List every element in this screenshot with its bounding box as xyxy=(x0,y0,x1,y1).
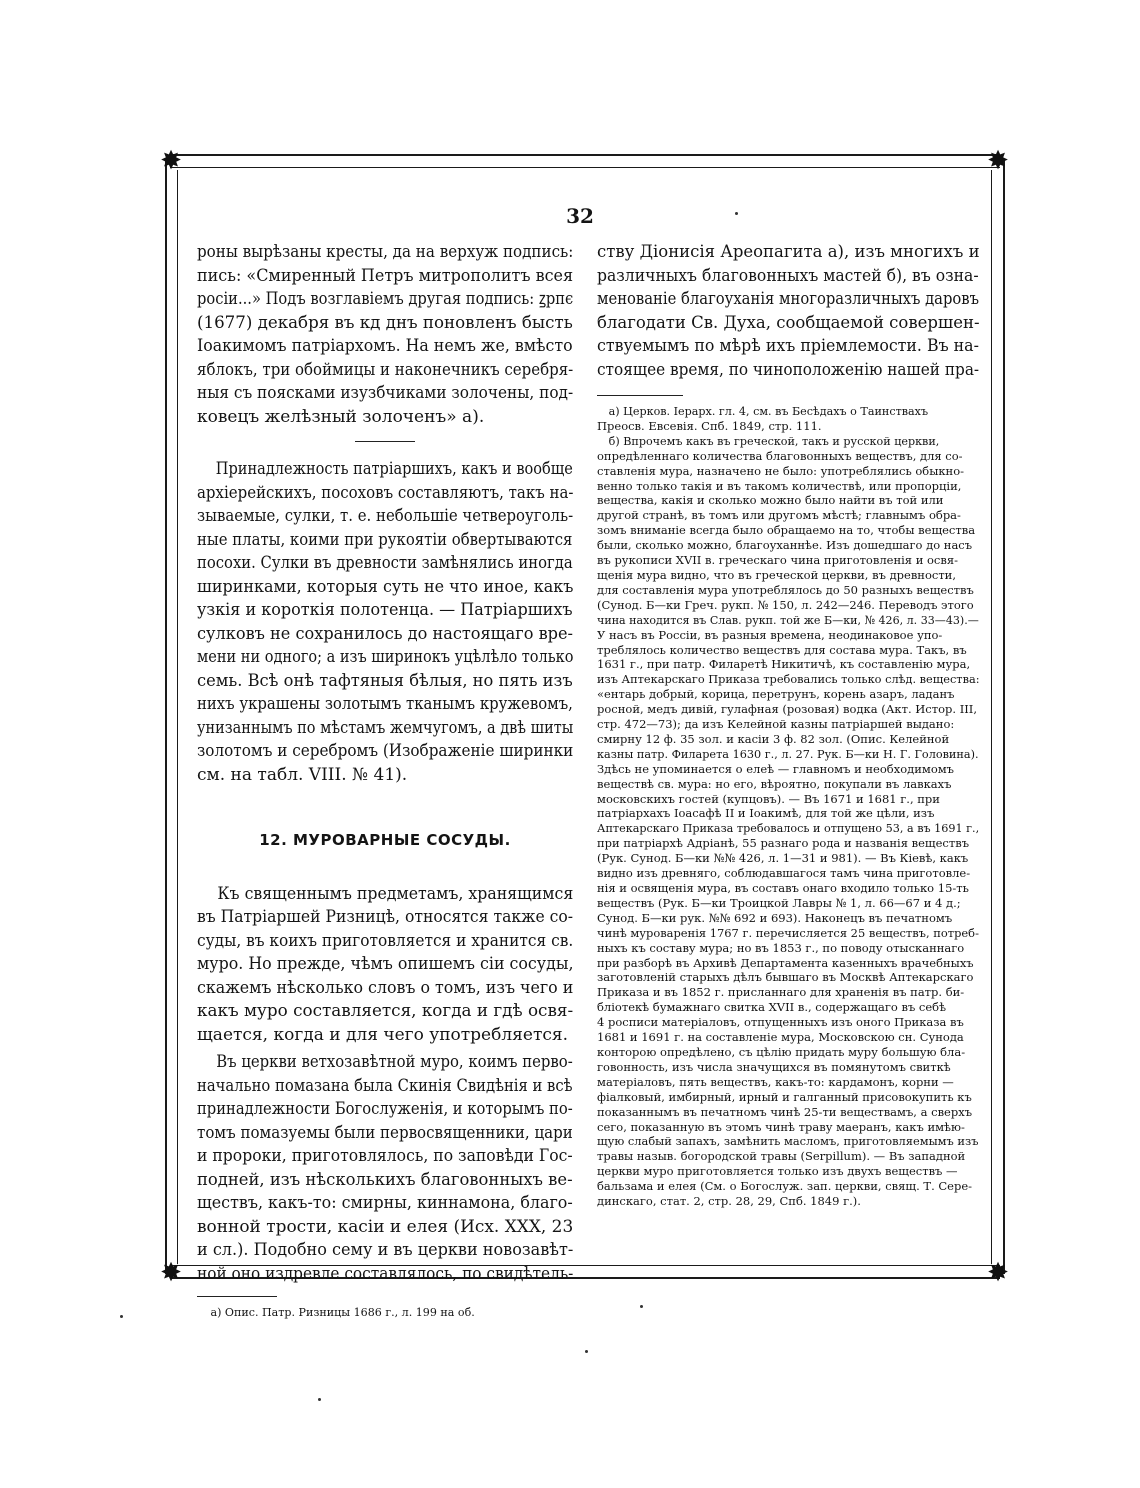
text-line: семь. Всѣ онѣ тафтяныя бѣлыя, но пять изъ xyxy=(197,670,573,691)
footnote-line: казны патр. Филарета 1630 г., л. 27. Рук. Б—ки Н. Г. Головина). xyxy=(597,746,979,761)
footnote-line: ставленія мура, назначено не было: употреблялись обыкно- xyxy=(597,463,965,478)
left-paragraph-4 xyxy=(197,1051,573,1286)
text-line: ныя съ поясками изузбчиками золочены, под- xyxy=(197,383,574,403)
text-line: зываемые, сулки, т. е. небольшіе четвероуголь- xyxy=(197,506,574,526)
footnote-line: конторою опредѣлено, съ цѣлію придать муру большую бла- xyxy=(597,1044,966,1059)
footnote-line: зомъ вниманіе всегда было обращаемо на то, чтобы вещества xyxy=(597,523,976,538)
text-line: и пророки, приготовлялось, по заповѣди Гос- xyxy=(197,1146,573,1166)
text-line: подней, изъ нѣсколькихъ благовонныхъ ве- xyxy=(197,1169,573,1190)
footnote-line: говонность, изъ числа значущихся въ помянутомъ свиткѣ xyxy=(597,1059,951,1074)
footnote-line: патріархахъ Іоасафѣ II и Іоакимѣ, для той же цѣли, изъ xyxy=(597,806,935,821)
scan-speck xyxy=(318,1398,321,1401)
footnote-line: были, сколько можно, благоуханнѣе. Изъ дошедшаго до насъ xyxy=(597,538,973,553)
left-paragraph-3 xyxy=(197,883,573,1048)
footnote-line: 1681 и 1691 г. на составленіе мура, Московскою сн. Сунода xyxy=(597,1030,964,1045)
footnote-divider xyxy=(597,395,683,396)
corner-ornament-icon: ✸ xyxy=(987,1258,1009,1288)
footnote-line: смирну 12 ф. 35 зол. и касіи 3 ф. 82 зол. (Опис. Келейной xyxy=(597,731,950,746)
scan-speck xyxy=(120,1315,123,1318)
text-line: муро. Но прежде, чѣмъ опишемъ сіи сосуды, xyxy=(197,954,574,974)
text-line: щается, когда и для чего употребляется. xyxy=(197,1024,568,1045)
left-paragraph-1 xyxy=(197,241,573,429)
footnote-line: вещества, какія и сколько можно было найти въ той или xyxy=(597,493,944,508)
text-line: ствуемымъ по мѣрѣ ихъ пріемлемости. Въ на- xyxy=(597,336,979,356)
text-line: ные платы, коими при рукоятіи обвертываются xyxy=(197,529,573,550)
footnote-line: динскаго, стат. 2, стр. 28, 29, Спб. 1849 г.). xyxy=(597,1194,861,1209)
text-line: росіи...» Подъ возглавіемъ другая подпись: ꙁрпє xyxy=(197,289,574,309)
footnote-line: опредѣленнаго количества благовонныхъ веществъ, для со- xyxy=(597,448,963,463)
footnote-line: чинѣ муроваренія 1767 г. перечисляется 25 веществъ, потреб- xyxy=(597,925,979,940)
text-line: яблокъ, три обоймицы и наконечникъ серебря- xyxy=(197,359,574,380)
corner-ornament-icon: ✸ xyxy=(160,1258,182,1288)
frame-top-outer xyxy=(170,154,1000,156)
text-line: благодати Св. Духа, сообщаемой совершен- xyxy=(597,312,980,333)
text-line: посохи. Сулки въ древности замѣнялись иногда xyxy=(197,553,573,573)
left-paragraph-2 xyxy=(197,458,573,787)
right-column xyxy=(597,241,979,1209)
text-line: пись: «Смиренный Петръ митрополитъ всея xyxy=(197,265,574,286)
footnote-line: Преосв. Евсевія. Спб. 1849, стр. 111. xyxy=(597,418,822,433)
text-line: Принадлежность патріаршихъ, какъ и вообще xyxy=(215,459,573,479)
text-line: ществъ, какъ-то: смирны, киннамона, благо- xyxy=(197,1193,573,1213)
footnote-line: изъ Аптекарскаго Приказа требовались только слѣд. вещества: xyxy=(597,672,980,687)
footnote-line: чина находится въ Слав. рукп. той же Б—ки, № 426, л. 33—43).— xyxy=(597,612,979,627)
footnote-line: бліотекѣ бумажнаго свитка XVII в., содержащаго въ себѣ xyxy=(597,1000,947,1015)
text-line: скажемъ нѣсколько словъ о томъ, изъ чего и xyxy=(197,977,574,998)
footnote-line: матеріаловъ, пять веществъ, какъ-то: кардамонъ, корни — xyxy=(597,1074,954,1089)
footnote-line: видно изъ древняго, соблюдавшагося тамъ чина приготовле- xyxy=(597,866,971,881)
text-line: золотомъ и серебромъ (Изображеніе ширинки xyxy=(197,741,574,761)
text-line: принадлежности Богослуженія, и которымъ по- xyxy=(197,1099,573,1119)
frame-right-outer xyxy=(1003,160,1005,1274)
text-line: архіерейскихъ, посоховъ составляютъ, такъ на- xyxy=(197,482,574,503)
text-line: суды, въ коихъ приготовляется и хранится св. xyxy=(197,930,574,951)
footnote-line: треблялось количество веществъ для состава мура. Такъ, въ xyxy=(597,642,967,657)
footnote-line: щенія мура видно, что въ греческой церкви, въ древности, xyxy=(597,567,956,582)
text-line: стоящее время, по чиноположенію нашей пра- xyxy=(597,359,980,380)
footnote-line: щую слабый запахъ, замѣнить масломъ, приготовляемымъ изъ xyxy=(597,1134,979,1149)
text-line: вонной трости, касіи и елея (Исх. XXX, 23 xyxy=(197,1216,574,1237)
footnote-line: а) Церков. Іерарх. гл. 4, см. въ Бесѣдахъ о Таинствахъ xyxy=(608,404,929,418)
footnote-line: стр. 472—73); да изъ Келейной казны патріаршей выдано: xyxy=(597,717,955,732)
footnote-line: травы назыв. богородской травы (Serpillum). — Въ западной xyxy=(597,1149,966,1164)
footnote-line: бальзама и елея (См. о Богослуж. зап. церкви, свящ. Т. Сере- xyxy=(597,1179,973,1194)
page-number: 32 xyxy=(566,204,594,228)
footnote-divider xyxy=(197,1296,277,1297)
frame-left-outer xyxy=(165,160,167,1274)
footnote-line: заготовленій старыхъ дѣлъ бывшаго въ Москвѣ Аптекарскаго xyxy=(597,970,974,985)
frame-top-inner xyxy=(170,167,1000,168)
text-line: менованіе благоуханія многоразличныхъ даровъ xyxy=(597,289,980,309)
frame-left-inner xyxy=(177,170,178,1264)
footnote-a xyxy=(597,404,979,434)
footnote-line: (Сунод. Б—ки Греч. рукп. № 150, л. 242—246. Переводъ этого xyxy=(597,597,974,612)
text-line: Іоакимомъ патріархомъ. На немъ же, вмѣсто xyxy=(197,336,573,356)
left-column xyxy=(197,241,573,1320)
footnote-line: «ентарь добрый, корица, перетрунъ, корень азаръ, ладанъ xyxy=(597,687,955,702)
text-line: Въ церкви ветхозавѣтной муро, коимъ перво- xyxy=(216,1052,573,1072)
footnote-line: при разборѣ въ Архивѣ Департамента казенныхъ врачебныхъ xyxy=(597,955,974,970)
footnote-line: Здѣсь не упоминается о елеѣ — главномъ и необходимомъ xyxy=(597,761,954,776)
text-line: Къ священнымъ предметамъ, хранящимся xyxy=(217,883,574,904)
footnote-line: б) Впрочемъ какъ въ греческой, такъ и русской церкви, xyxy=(608,433,940,448)
footnote-line: для составленія мура употреблялось до 50 разныхъ веществъ xyxy=(597,582,974,597)
text-line: роны вырѣзаны кресты, да на верхуж подпись: xyxy=(197,242,574,262)
footnote-line: сего, показанную въ этомъ чинѣ траву маеранъ, какъ имѣю- xyxy=(597,1119,965,1134)
footnote-line: показаннымъ въ печатномъ чинѣ 25-ти веществамъ, а сверхъ xyxy=(597,1104,973,1119)
footnote-line: московскихъ гостей (купцовъ). — Въ 1671 и 1681 г., при xyxy=(597,791,940,806)
text-line: какъ муро составляется, когда и гдѣ освя- xyxy=(197,1001,574,1021)
text-line: ширинками, которыя суть не что иное, какъ xyxy=(197,576,574,597)
footnote-line: при патріархѣ Адріанѣ, 55 разнаго рода и названія веществъ xyxy=(597,836,970,851)
footnote-line: церкви муро приготовляется только изъ двухъ веществъ — xyxy=(597,1164,958,1179)
text-line: ной оно издревле составлялось, по свидѣтель- xyxy=(197,1263,574,1284)
footnote-b xyxy=(597,434,979,1209)
footnote: а) Опис. Патр. Ризницы 1686 г., л. 199 на об. xyxy=(210,1305,475,1319)
text-line: начально помазана была Скинія Свидѣнія и всѣ xyxy=(197,1075,573,1096)
text-line: въ Патріаршей Ризницѣ, относятся также со- xyxy=(197,907,574,927)
footnote-line: 1631 г., при патр. Филаретѣ Никитичѣ, къ составленію мура, xyxy=(597,657,971,672)
text-line: ковецъ желѣзный золоченъ» а). xyxy=(197,406,485,427)
footnote-line: нія и освященія мура, въ составъ онаго входило только 15-ть xyxy=(597,881,969,895)
text-line: (1677) декабря въ кд днъ поновленъ бысть xyxy=(197,312,573,333)
text-line: узкія и короткія полотенца. — Патріаршихъ xyxy=(197,600,573,620)
text-line: и сл.). Подобно сему и въ церкви новозавѣт- xyxy=(197,1240,574,1260)
footnote-line: въ рукописи XVII в. греческаго чина приготовленія и освя- xyxy=(597,553,958,568)
footnote-line: веществъ (Рук. Б—ки Троицкой Лавры № 1, л. 66—67 и 4 д.; xyxy=(597,895,961,910)
section-heading: 12. МУРОВАРНЫЕ СОСУДЫ. xyxy=(259,831,511,849)
footnote-line: росной, медъ дивій, гулафная (розовая) водка (Акт. Истор. III, xyxy=(597,702,977,717)
footnote-line: Приказа и въ 1852 г. присланнаго для храненія въ патр. би- xyxy=(597,985,965,1000)
text-line: мени ни одного; а изъ ширинокъ уцѣлѣло только xyxy=(197,647,574,667)
scan-speck xyxy=(585,1350,588,1353)
text-line: сулковъ не сохранилось до настоящаго вре- xyxy=(197,623,574,644)
text-line: см. на табл. VIII. № 41). xyxy=(197,764,408,785)
footnote-line: Сунод. Б—ки рук. №№ 692 и 693). Наконецъ въ печатномъ xyxy=(597,910,953,925)
text-line: ству Діонисія Ареопагита а), изъ многихъ и xyxy=(597,242,980,262)
footnote-line: фіалковый, имбирный, ирный и галганный присовокупить къ xyxy=(597,1089,972,1104)
text-line: томъ помазуемы были первосвященники, цари xyxy=(197,1122,573,1143)
frame-right-inner xyxy=(991,170,992,1264)
footnote-line: Аптекарскаго Приказа требовалось и отпущено 53, а въ 1691 г., xyxy=(597,821,980,836)
footnote-line: У насъ въ Россіи, въ разныя времена, неодинаковое упо- xyxy=(597,627,943,642)
footnote-line: ныхъ къ составу мура; но въ 1853 г., по поводу отысканнаго xyxy=(597,940,965,955)
footnote-line: 4 росписи матеріаловъ, отпущенныхъ изъ оного Приказа въ xyxy=(597,1015,964,1030)
corner-ornament-icon: ✸ xyxy=(160,146,182,176)
footnote-line: венно только такія и въ такомъ количествѣ, или пропорціи, xyxy=(597,478,962,493)
footnote-line: другой странѣ, въ томъ или другомъ мѣстѣ; главнымъ обра- xyxy=(597,508,961,523)
scan-speck xyxy=(640,1305,643,1308)
corner-ornament-icon: ✸ xyxy=(987,146,1009,176)
footnote-line: веществѣ св. мура: но его, вѣроятно, покупали въ лавкахъ xyxy=(597,776,952,791)
text-line: унизаннымъ по мѣстамъ жемчугомъ, а двѣ шиты xyxy=(197,717,574,738)
scan-speck xyxy=(735,212,738,215)
footnote-line: (Рук. Сунод. Б—ки №№ 426, л. 1—31 и 981). — Въ Кіевѣ, какъ xyxy=(597,851,969,866)
text-line: различныхъ благовонныхъ мастей б), въ озна- xyxy=(597,265,979,286)
section-divider xyxy=(355,441,415,442)
right-paragraph-1 xyxy=(597,241,979,382)
text-line: нихъ украшены золотымъ тканымъ кружевомъ, xyxy=(197,694,573,714)
